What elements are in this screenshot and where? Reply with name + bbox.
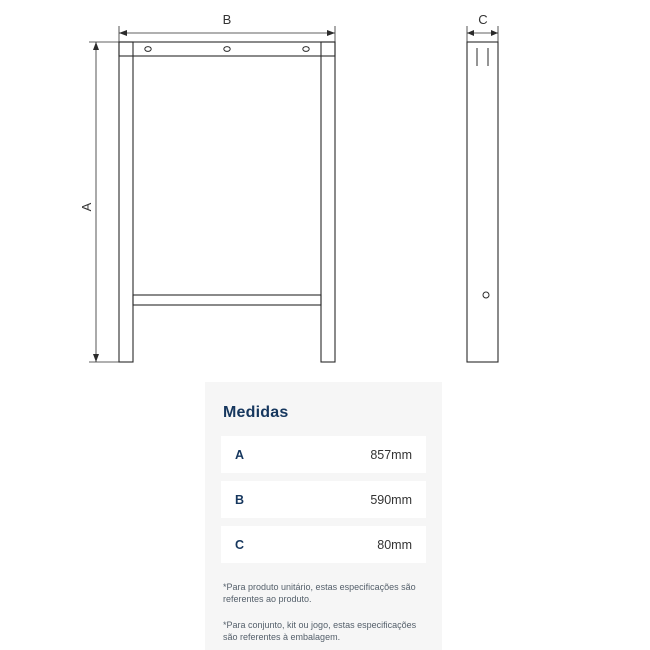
table-row [221,481,426,518]
dim-a-arrow-top [93,42,99,50]
measurements-panel [205,382,442,650]
dimension-c-label: C [478,12,488,27]
measure-value: 857mm [370,447,412,462]
front-view-holes [145,47,309,52]
dim-a-arrow-bottom [93,354,99,362]
hole-side-lower [483,292,489,298]
hole-top-left [145,47,151,52]
dim-b-arrow-left [119,30,127,36]
dimension-a-label: A [79,202,94,212]
measure-key: A [235,447,245,462]
dimension-a [89,42,119,362]
dim-c-arrow-left [467,30,474,36]
right-leg [321,42,335,362]
lower-brace [133,295,321,305]
measure-key: C [235,537,245,552]
side-profile [467,42,498,362]
dim-c-arrow-right [491,30,498,36]
table-row [221,436,426,473]
side-view [467,42,498,362]
measurements-title: Medidas [223,404,289,421]
front-view [119,42,335,362]
hole-top-center [224,47,230,52]
measure-value: 80mm [377,537,412,552]
dimension-b [119,26,335,42]
note-kit-packaging: *Para conjunto, kit ou jogo, estas especificações são referentes à embalagem. [223,620,417,643]
dimension-b-label: B [222,12,232,27]
measure-value: 590mm [370,492,412,507]
dimension-c [467,26,498,42]
table-row [221,526,426,563]
measure-key: B [235,492,245,507]
left-leg [119,42,133,362]
note-unit-product: *Para produto unitário, estas especificações são referentes ao produto. [223,582,416,605]
dim-b-arrow-right [327,30,335,36]
hole-top-right [303,47,309,52]
side-view-holes [477,48,489,298]
